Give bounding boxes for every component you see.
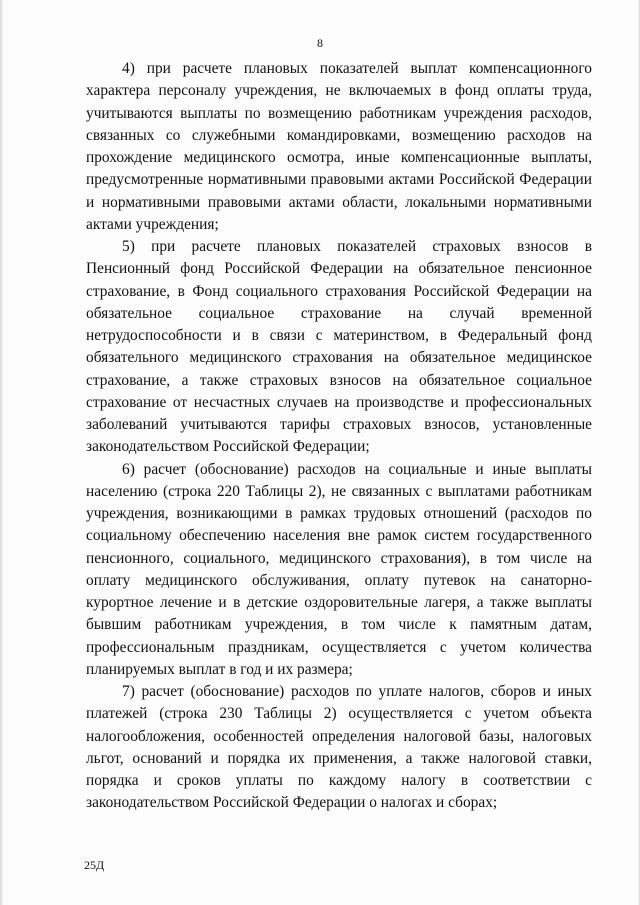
paragraph-6: 6) расчет (обоснование) расходов на социальные и иные выплаты населению (строка 220 Таблицы 2), не связанных с выплатами работникам учреждения, возникающими в рамках трудовых отношений (расходов по социальному обеспечению населения вне рамок систем государственного пенсионного, социального, медицинского страхования), в том числе на оплату медицинского обслуживания, оплату путевок на санаторно-курортное лечение и в детские оздоровительные лагеря, а также выплаты бывшим работникам учреждения, в том числе к памятным датам, профессиональным праздникам, осуществляется с учетом количества планируемых выплат в год и их размера; xyxy=(86,460,592,678)
page-number: 8 xyxy=(317,36,323,50)
paragraph-5: 5) при расчете плановых показателей страховых взносов в Пенсионный фонд Российской Федерации на обязательное пенсионное страхование, в Фонд социального страхования Российской Федерации на обязательное социальное страхование на случай временной нетрудоспособности и в связи с материнством, в Федеральный фонд обязательного медицинского страхования на обязательное медицинское страхование, а также страховых взносов на обязательное социальное страхование от несчастных случаев на производстве и профессиональных заболеваний учитываются тарифы страховых взносов, установленные законодательством Российской Федерации; xyxy=(86,238,592,456)
document-body xyxy=(86,58,592,815)
footer-code: 25Д xyxy=(84,858,105,872)
scan-edge-left xyxy=(0,0,3,905)
paragraph-7: 7) расчет (обоснование) расходов по уплате налогов, сборов и иных платежей (строка 230 Таблицы 2) осуществляется с учетом объекта налогообложения, особенностей определения налоговой базы, налоговых льгот, оснований и порядка их применения, а также налоговой ставки, порядка и сроков уплаты по каждому налогу в соответствии с законодательством Российской Федерации о налогах и сборах; xyxy=(86,683,592,812)
paragraph-4: 4) при расчете плановых показателей выплат компенсационного характера персоналу учреждения, не включаемых в фонд оплаты труда, учитываются выплаты по возмещению работникам учреждения расходов, связанных со служебными командировками, возмещению расходов на прохождение медицинского осмотра, иные компенсационные выплаты, предусмотренные нормативными правовыми актами Российской Федерации и нормативными правовыми актами области, локальными нормативными актами учреждения; xyxy=(86,60,592,233)
